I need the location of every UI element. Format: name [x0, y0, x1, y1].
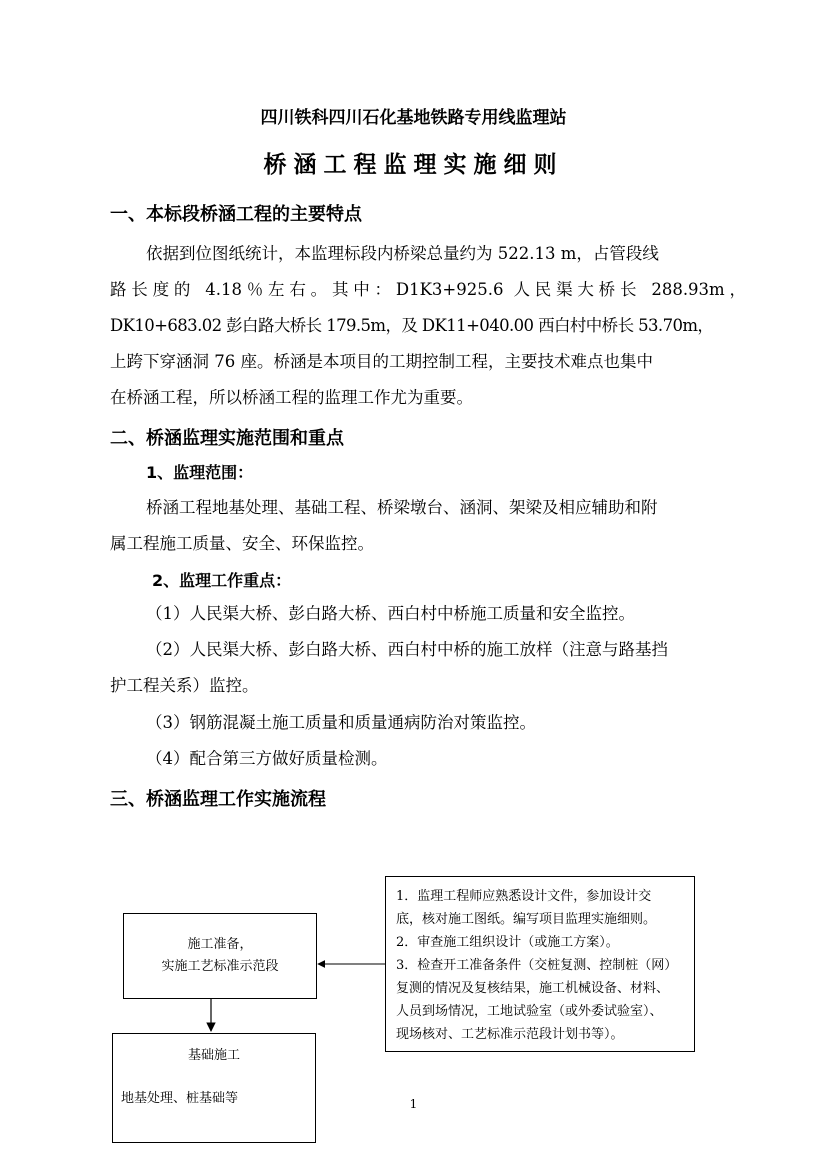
- paragraph-line: 护工程关系）监控。: [110, 676, 259, 695]
- key-item-text: （1）人民渠大桥、彭白路大桥、西白村中桥施工质量和安全监控。: [146, 604, 635, 623]
- paragraph-line: 属工程施工质量、安全、环保监控。: [110, 534, 374, 553]
- key-item-text: （3）钢筋混凝土施工质量和质量通病防治对策监控。: [146, 713, 536, 732]
- section-1-heading: 一、本标段桥涵工程的主要特点: [110, 204, 362, 225]
- section-1-paragraph: [110, 236, 746, 416]
- scope-paragraph: [110, 490, 746, 562]
- note-line: 1．监理工程师应熟悉设计文件，参加设计交: [396, 889, 652, 904]
- page-number: 1: [409, 1097, 418, 1111]
- prep-line: 施工准备，: [187, 937, 253, 952]
- paragraph-line: 依据到位图纸统计，本监理标段内桥梁总量约为 522.13 m，占管段线: [146, 244, 659, 263]
- key-item-1: [146, 596, 746, 632]
- note-line: 人员到场情况，工地试验室（或外委试验室）、: [396, 1004, 663, 1019]
- scope-heading: 1、监理范围：: [146, 463, 254, 482]
- key-item-2: [110, 632, 746, 704]
- paragraph-line: 路长度的 4.18％左右。其中：D1K3+925.6 人民渠大桥长 288.93m，: [110, 280, 746, 299]
- key-points-heading: 2、监理工作重点：: [152, 571, 292, 590]
- note-line: 2．审查施工组织设计（或施工方案）。: [396, 935, 619, 950]
- key-item-4: [146, 741, 746, 777]
- key-item-text: （4）配合第三方做好质量检测。: [146, 749, 388, 768]
- note-line: 复测的情况及复核结果，施工机械设备、材料、: [396, 981, 670, 996]
- supervision-notes-box: [385, 876, 695, 1052]
- note-line: 现场核对、工艺标准示范段计划书等）。: [396, 1027, 624, 1042]
- paragraph-line: DK10+683.02 彭白路大桥长 179.5m，及 DK11+040.00 西白村中桥长 53.70m，: [110, 316, 714, 335]
- document-title: 桥涵工程监理实施细则: [263, 152, 564, 178]
- key-item-3: [146, 705, 746, 741]
- foundation-title: 基础施工: [187, 1048, 240, 1063]
- construction-prep-box: [123, 913, 317, 999]
- paragraph-line: 在桥涵工程，所以桥涵工程的监理工作尤为重要。: [110, 388, 473, 407]
- note-line: 3．检查开工准备条件（交桩复测、控制桩（网）: [396, 958, 678, 973]
- organization-title: 四川铁科四川石化基地铁路专用线监理站: [260, 108, 567, 128]
- note-line: 底，核对施工图纸。编写项目监理实施细则。: [396, 912, 657, 927]
- foundation-detail: 地基处理、桩基础等: [121, 1091, 239, 1106]
- paragraph-line: 上跨下穿涵洞 76 座。桥涵是本项目的工期控制工程，主要技术难点也集中: [110, 352, 653, 371]
- section-3-heading: 三、桥涵监理工作实施流程: [110, 789, 326, 810]
- foundation-construction-box: [112, 1033, 316, 1143]
- section-2-heading: 二、桥涵监理实施范围和重点: [110, 428, 344, 449]
- paragraph-line: （2）人民渠大桥、彭白路大桥、西白村中桥的施工放样（注意与路基挡: [146, 640, 668, 659]
- paragraph-line: 桥涵工程地基处理、基础工程、桥梁墩台、涵洞、架梁及相应辅助和附: [146, 498, 658, 517]
- prep-line: 实施工艺标准示范段: [161, 959, 279, 974]
